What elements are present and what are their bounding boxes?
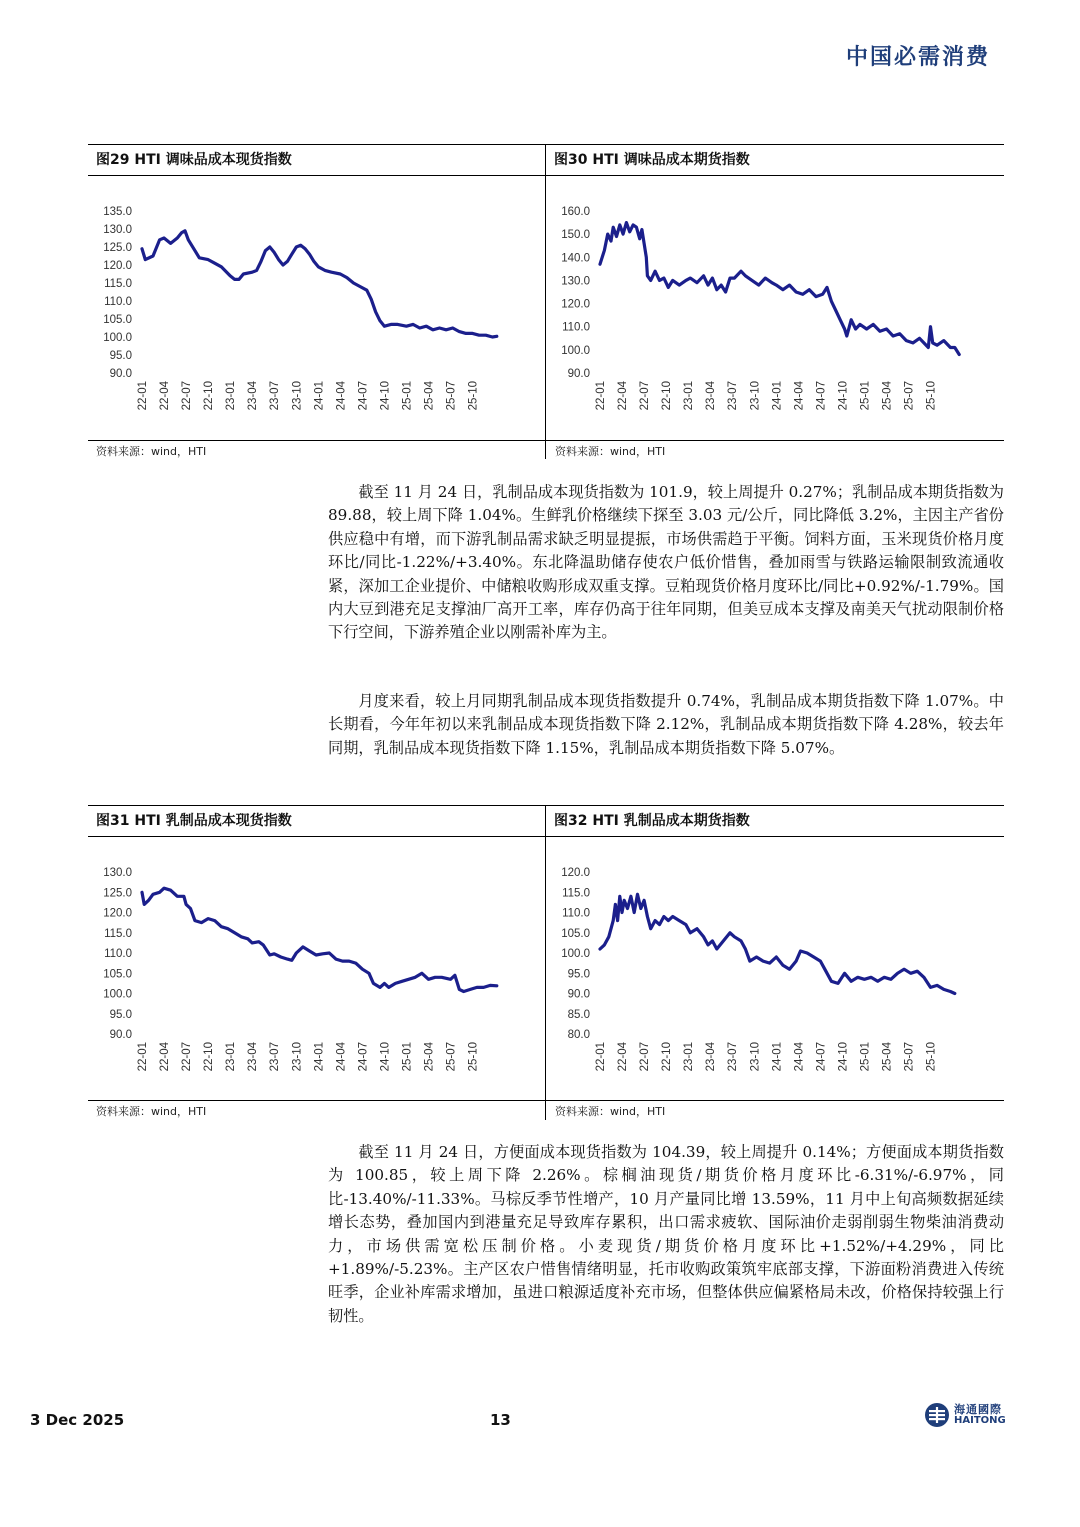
paragraph-instant-noodle: 截至 11 月 24 日，方便面成本现货指数为 104.39，较上周提升 0.14%；方便面成本期货指数为 100.85，较上周下降 2.26%。棕榈油现货/期货价格月度环比-6.31%/-6.97%，同比-13.40%/-11.33%。马棕反季节性增产，10 月产量同比增 13.59%，11 月中上旬高频数据延续增长态势，叠加国内到港量充足导致库存累积，出口需求疲软、国际油价走弱削弱生物柴油消费动力，市场供需宽松压制价格。小麦现货/期货价格月度环比+1.52%/+4.29%，同比+1.89%/-5.23%。主产区农户惜售情绪明显，托市收购政策筑牢底部支撑，下游面粉消费进入传统旺季，企业补库需求增加，虽进口粮源适度补充市场，但整体供应偏紧格局未改，价格保持较强上行韧性。 bbox=[328, 1143, 1004, 1325]
x-tick-label: 23-10 bbox=[291, 1042, 304, 1072]
footer-page-number: 13 bbox=[490, 1411, 511, 1429]
bottom-bottom-rule bbox=[88, 1100, 1004, 1101]
x-tick-label: 22-04 bbox=[617, 381, 630, 411]
x-tick-label: 24-07 bbox=[815, 381, 828, 411]
figure-32-panel bbox=[550, 806, 1002, 1101]
y-tick-label: 120.0 bbox=[103, 907, 132, 920]
x-tick-label: 25-07 bbox=[903, 381, 916, 411]
bottom-divider bbox=[545, 806, 546, 1120]
x-tick-label: 22-01 bbox=[595, 1042, 607, 1072]
x-tick-label: 23-04 bbox=[705, 381, 718, 411]
x-tick-label: 23-01 bbox=[225, 1042, 238, 1072]
x-tick-label: 22-10 bbox=[203, 1042, 216, 1072]
x-tick-label: 25-01 bbox=[401, 1042, 414, 1072]
y-tick-label: 120.0 bbox=[561, 867, 590, 879]
bottom-title-rule bbox=[88, 836, 1004, 837]
y-tick-label: 95.0 bbox=[109, 350, 132, 362]
x-tick-label: 23-07 bbox=[269, 1042, 282, 1072]
y-tick-label: 120.0 bbox=[561, 298, 590, 311]
x-tick-label: 25-01 bbox=[859, 381, 872, 411]
x-tick-label: 24-01 bbox=[313, 1042, 326, 1072]
x-tick-label: 23-04 bbox=[247, 1042, 260, 1072]
x-tick-label: 23-01 bbox=[225, 381, 238, 411]
x-tick-label: 25-01 bbox=[401, 381, 414, 411]
y-tick-label: 130.0 bbox=[103, 867, 132, 879]
y-tick-label: 115.0 bbox=[104, 278, 132, 290]
figure-30-panel bbox=[550, 145, 1002, 440]
x-tick-label: 23-01 bbox=[683, 1042, 696, 1072]
y-tick-label: 90.0 bbox=[567, 368, 590, 380]
x-tick-label: 22-10 bbox=[661, 381, 674, 411]
top-divider bbox=[545, 145, 546, 459]
report-header-title: 中国必需消费 bbox=[845, 44, 990, 70]
figure-32-title: 图32 HTI 乳制品成本期货指数 bbox=[554, 813, 750, 829]
index-series-line bbox=[600, 223, 959, 355]
y-tick-label: 120.0 bbox=[103, 260, 132, 272]
y-tick-label: 115.0 bbox=[562, 887, 590, 900]
x-tick-label: 24-10 bbox=[379, 381, 392, 411]
y-tick-label: 90.0 bbox=[109, 368, 132, 380]
x-tick-label: 25-04 bbox=[881, 1042, 894, 1072]
x-tick-label: 23-04 bbox=[247, 381, 260, 411]
index-series-line bbox=[600, 894, 955, 993]
figure-29-source: 资料来源：wind，HTI bbox=[96, 445, 207, 458]
x-tick-label: 25-04 bbox=[423, 381, 436, 411]
y-tick-label: 105.0 bbox=[103, 968, 132, 981]
y-tick-label: 125.0 bbox=[103, 887, 132, 900]
y-tick-label: 130.0 bbox=[561, 275, 590, 288]
y-tick-label: 100.0 bbox=[561, 344, 590, 357]
index-series-line bbox=[142, 888, 497, 991]
y-tick-label: 85.0 bbox=[567, 1008, 590, 1021]
x-tick-label: 25-04 bbox=[423, 1042, 436, 1072]
x-tick-label: 25-07 bbox=[445, 381, 458, 411]
y-tick-label: 110.0 bbox=[104, 296, 132, 308]
x-tick-label: 22-01 bbox=[137, 1042, 149, 1072]
x-tick-label: 22-07 bbox=[181, 381, 194, 411]
figure-29-panel bbox=[92, 145, 542, 440]
y-tick-label: 95.0 bbox=[109, 1008, 132, 1021]
haitong-logo-icon bbox=[924, 1402, 950, 1428]
x-tick-label: 22-10 bbox=[203, 381, 216, 411]
x-tick-label: 23-04 bbox=[705, 1042, 718, 1072]
x-tick-label: 24-04 bbox=[335, 1042, 348, 1072]
logo-en-text: HAITONG bbox=[954, 1415, 1006, 1426]
x-tick-label: 24-07 bbox=[357, 381, 370, 411]
y-tick-label: 135.0 bbox=[103, 206, 132, 218]
x-tick-label: 24-01 bbox=[771, 381, 784, 411]
x-tick-label: 24-10 bbox=[837, 381, 850, 411]
figure-31-chart bbox=[92, 838, 542, 1100]
y-tick-label: 95.0 bbox=[567, 968, 590, 981]
y-tick-label: 115.0 bbox=[104, 927, 132, 940]
figure-31-panel bbox=[92, 806, 542, 1101]
x-tick-label: 22-04 bbox=[159, 381, 172, 411]
figure-30-chart bbox=[550, 177, 1002, 439]
y-tick-label: 100.0 bbox=[103, 332, 132, 344]
x-tick-label: 22-07 bbox=[639, 1042, 652, 1072]
y-tick-label: 80.0 bbox=[567, 1029, 590, 1041]
figure-31-title: 图31 HTI 乳制品成本现货指数 bbox=[96, 813, 292, 829]
figure-31-source: 资料来源：wind，HTI bbox=[96, 1105, 207, 1118]
x-tick-label: 22-07 bbox=[181, 1042, 194, 1072]
y-tick-label: 105.0 bbox=[561, 927, 590, 940]
y-tick-label: 105.0 bbox=[103, 314, 132, 326]
paragraph-dairy-weekly: 截至 11 月 24 日，乳制品成本现货指数为 101.9，较上周提升 0.27%；乳制品成本期货指数为 89.88，较上周下降 1.04%。生鲜乳价格继续下探至 3.03 元/公斤，同比降低 3.2%，主因主产省份供应稳中有增，而下游乳制品需求缺乏明显提振，市场供需趋于平衡。饲料方面，玉米现货价格月度环比/同比-1.22%/+3.40%。东北降温助储存使农户低价惜售，叠加雨雪与铁路运输限制致流通收紧，深加工企业提价、中储粮收购形成双重支撑。豆粕现货价格月度环比/同比+0.92%/-1.79%。国内大豆到港充足支撑油厂高开工率，库存仍高于往年同期，但美豆成本支撑及南美天气扰动限制价格下行空间，下游养殖企业以刚需补库为主。 bbox=[328, 483, 1004, 642]
x-tick-label: 24-10 bbox=[379, 1042, 392, 1072]
y-tick-label: 160.0 bbox=[561, 206, 590, 218]
y-tick-label: 110.0 bbox=[104, 948, 132, 960]
y-tick-label: 90.0 bbox=[109, 1029, 132, 1041]
figure-32-source: 资料来源：wind，HTI bbox=[555, 1105, 666, 1118]
x-tick-label: 25-07 bbox=[445, 1042, 458, 1072]
x-tick-label: 23-07 bbox=[269, 381, 282, 411]
x-tick-label: 23-10 bbox=[749, 1042, 762, 1072]
figure-29-chart bbox=[92, 177, 542, 439]
footer-date: 3 Dec 2025 bbox=[30, 1411, 125, 1429]
x-tick-label: 24-07 bbox=[815, 1042, 828, 1072]
x-tick-label: 25-10 bbox=[925, 381, 938, 411]
x-tick-label: 22-10 bbox=[661, 1042, 674, 1072]
top-title-rule bbox=[88, 175, 1004, 176]
y-tick-label: 125.0 bbox=[103, 242, 132, 254]
haitong-logo bbox=[924, 1402, 1006, 1428]
x-tick-label: 22-04 bbox=[159, 1042, 172, 1072]
x-tick-label: 23-07 bbox=[727, 1042, 740, 1072]
figure-30-title: 图30 HTI 调味品成本期货指数 bbox=[554, 152, 750, 168]
x-tick-label: 24-01 bbox=[313, 381, 326, 411]
x-tick-label: 23-01 bbox=[683, 381, 696, 411]
x-tick-label: 25-01 bbox=[859, 1042, 872, 1072]
x-tick-label: 25-07 bbox=[903, 1042, 916, 1072]
figure-29-title: 图29 HTI 调味品成本现货指数 bbox=[96, 152, 292, 168]
x-tick-label: 24-04 bbox=[793, 1042, 806, 1072]
figure-32-chart bbox=[550, 838, 1002, 1100]
x-tick-label: 25-10 bbox=[925, 1042, 938, 1072]
figure-30-source: 资料来源：wind，HTI bbox=[555, 445, 666, 458]
y-tick-label: 100.0 bbox=[103, 988, 132, 1001]
x-tick-label: 25-10 bbox=[467, 1042, 480, 1072]
y-tick-label: 100.0 bbox=[561, 948, 590, 960]
paragraph-dairy-monthly: 月度来看，较上月同期乳制品成本现货指数提升 0.74%，乳制品成本期货指数下降 1.07%。中长期看，今年年初以来乳制品成本现货指数下降 2.12%，乳制品成本期货指数下降 4.28%，较去年同期，乳制品成本现货指数下降 1.15%，乳制品成本期货指数下降 5.07%。 bbox=[328, 692, 1004, 757]
x-tick-label: 24-04 bbox=[335, 381, 348, 411]
x-tick-label: 22-01 bbox=[595, 381, 607, 411]
x-tick-label: 22-07 bbox=[639, 381, 652, 411]
x-tick-label: 24-04 bbox=[793, 381, 806, 411]
x-tick-label: 24-10 bbox=[837, 1042, 850, 1072]
x-tick-label: 22-04 bbox=[617, 1042, 630, 1072]
logo-cn-text: 海通國際 bbox=[954, 1403, 1002, 1416]
y-tick-label: 150.0 bbox=[561, 229, 590, 242]
x-tick-label: 22-01 bbox=[137, 381, 149, 411]
x-tick-label: 23-07 bbox=[727, 381, 740, 411]
top-bottom-rule bbox=[88, 440, 1004, 441]
x-tick-label: 25-10 bbox=[467, 381, 480, 411]
x-tick-label: 24-01 bbox=[771, 1042, 784, 1072]
y-tick-label: 110.0 bbox=[562, 321, 590, 334]
y-tick-label: 130.0 bbox=[103, 224, 132, 236]
x-tick-label: 25-04 bbox=[881, 381, 894, 411]
x-tick-label: 23-10 bbox=[749, 381, 762, 411]
y-tick-label: 140.0 bbox=[561, 252, 590, 265]
x-tick-label: 23-10 bbox=[291, 381, 304, 411]
x-tick-label: 24-07 bbox=[357, 1042, 370, 1072]
y-tick-label: 110.0 bbox=[562, 907, 590, 920]
y-tick-label: 90.0 bbox=[567, 988, 590, 1001]
index-series-line bbox=[142, 231, 497, 337]
